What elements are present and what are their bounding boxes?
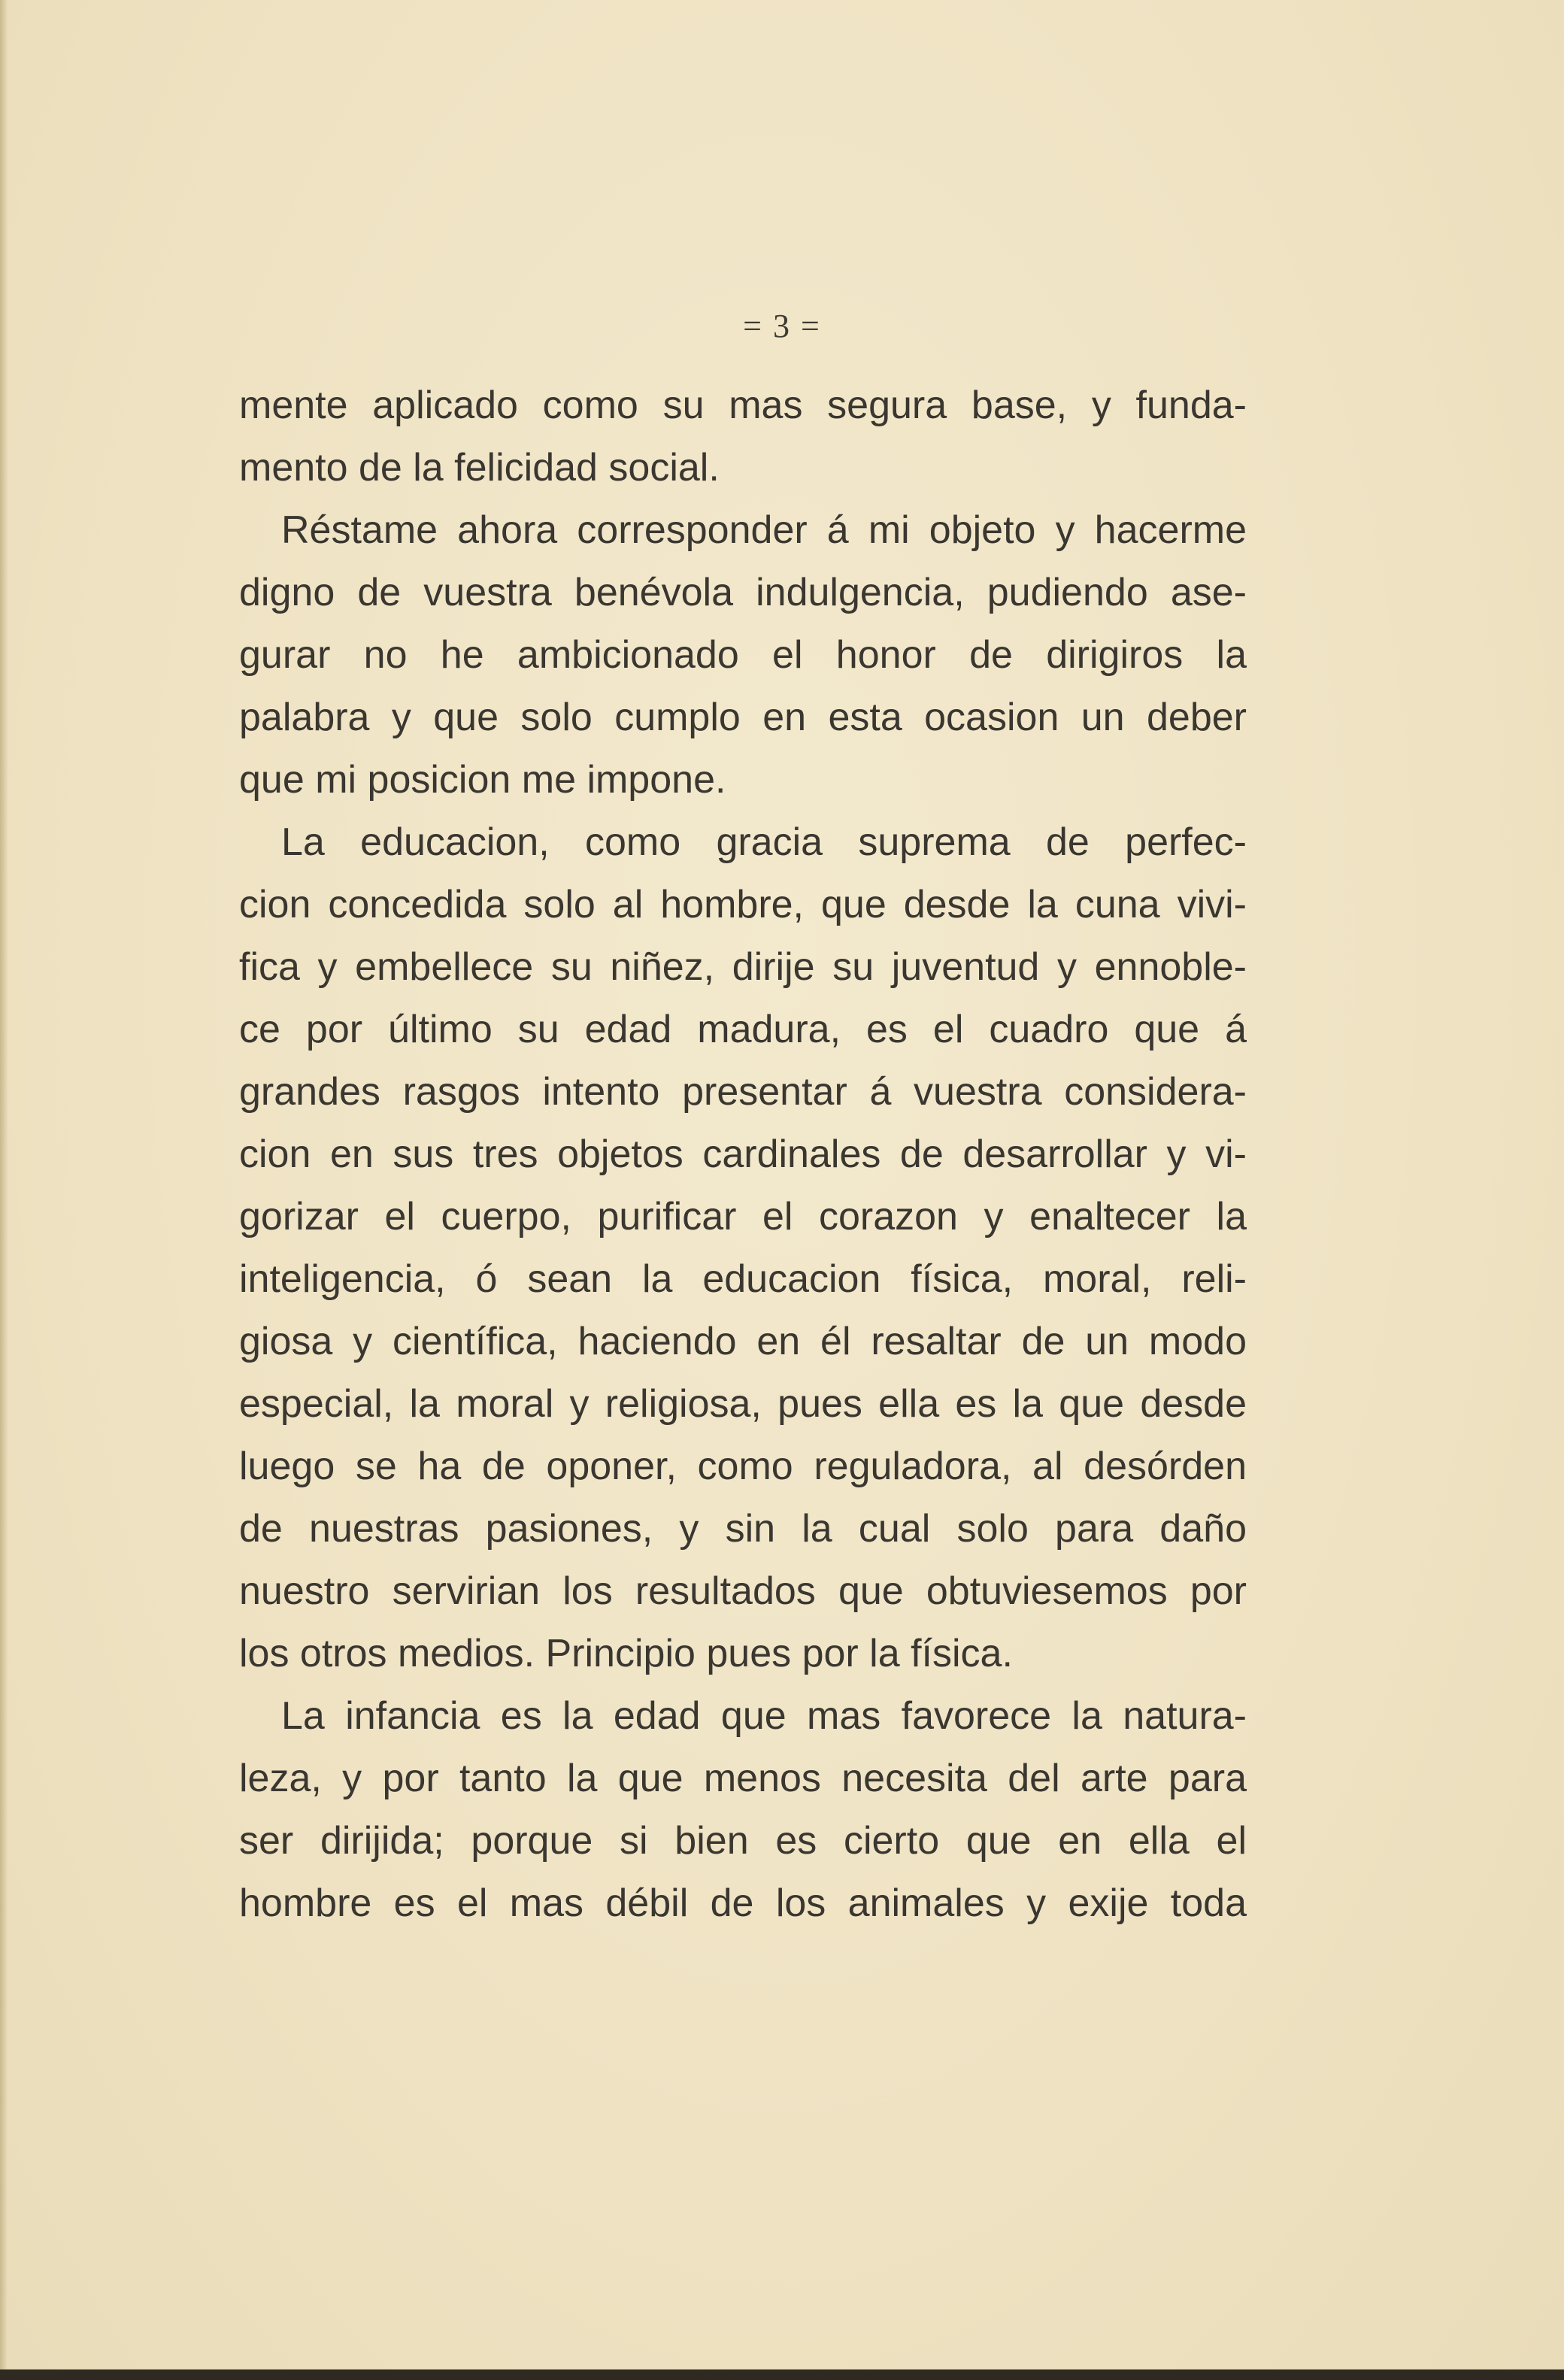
- text-line: mente aplicado como su mas segura base, y funda-: [239, 384, 1247, 427]
- text-line: cion concedida solo al hombre, que desde la cuna vivi-: [239, 883, 1247, 926]
- text-line: cion en sus tres objetos cardinales de desarrollar y vi-: [239, 1132, 1247, 1176]
- scan-bottom-edge: [0, 2369, 1564, 2380]
- paragraph-start-line: La infancia es la edad que mas favorece la natura-: [281, 1694, 1247, 1738]
- text-line: de nuestras pasiones, y sin la cual solo para daño: [239, 1507, 1247, 1551]
- text-line: que mi posicion me impone.: [239, 758, 726, 802]
- text-line: palabra y que solo cumplo en esta ocasion un deber: [239, 696, 1247, 739]
- text-line: ce por último su edad madura, es el cuadro que á: [239, 1008, 1247, 1051]
- text-line: fica y embellece su niñez, dirije su juventud y ennoble-: [239, 945, 1247, 989]
- page-gutter-edge: [0, 0, 8, 2380]
- text-line: nuestro servirian los resultados que obtuviesemos por: [239, 1569, 1247, 1613]
- body-text: [239, 374, 1247, 1935]
- text-line: inteligencia, ó sean la educacion física, moral, reli-: [239, 1257, 1247, 1301]
- text-line: los otros medios. Principio pues por la física.: [239, 1632, 1013, 1675]
- text-line: mento de la felicidad social.: [239, 446, 720, 490]
- text-line: grandes rasgos intento presentar á vuestra considera-: [239, 1070, 1247, 1114]
- text-line: giosa y científica, haciendo en él resaltar de un modo: [239, 1320, 1247, 1363]
- paragraph-start-line: La educacion, como gracia suprema de perfec-: [281, 820, 1247, 864]
- text-line: gorizar el cuerpo, purificar el corazon y enaltecer la: [239, 1195, 1247, 1239]
- text-line: gurar no he ambicionado el honor de dirigiros la: [239, 633, 1247, 677]
- page-number: = 3 =: [743, 308, 821, 344]
- paragraph-start-line: Réstame ahora corresponder á mi objeto y hacerme: [281, 508, 1247, 552]
- text-line: especial, la moral y religiosa, pues ella es la que desde: [239, 1382, 1247, 1426]
- text-line: luego se ha de oponer, como reguladora, al desórden: [239, 1445, 1247, 1488]
- text-line: digno de vuestra benévola indulgencia, pudiendo ase-: [239, 571, 1247, 614]
- text-line: ser dirijida; porque si bien es cierto que en ella el: [239, 1819, 1247, 1863]
- text-line: leza, y por tanto la que menos necesita del arte para: [239, 1757, 1247, 1800]
- text-line: hombre es el mas débil de los animales y exije toda: [239, 1881, 1247, 1925]
